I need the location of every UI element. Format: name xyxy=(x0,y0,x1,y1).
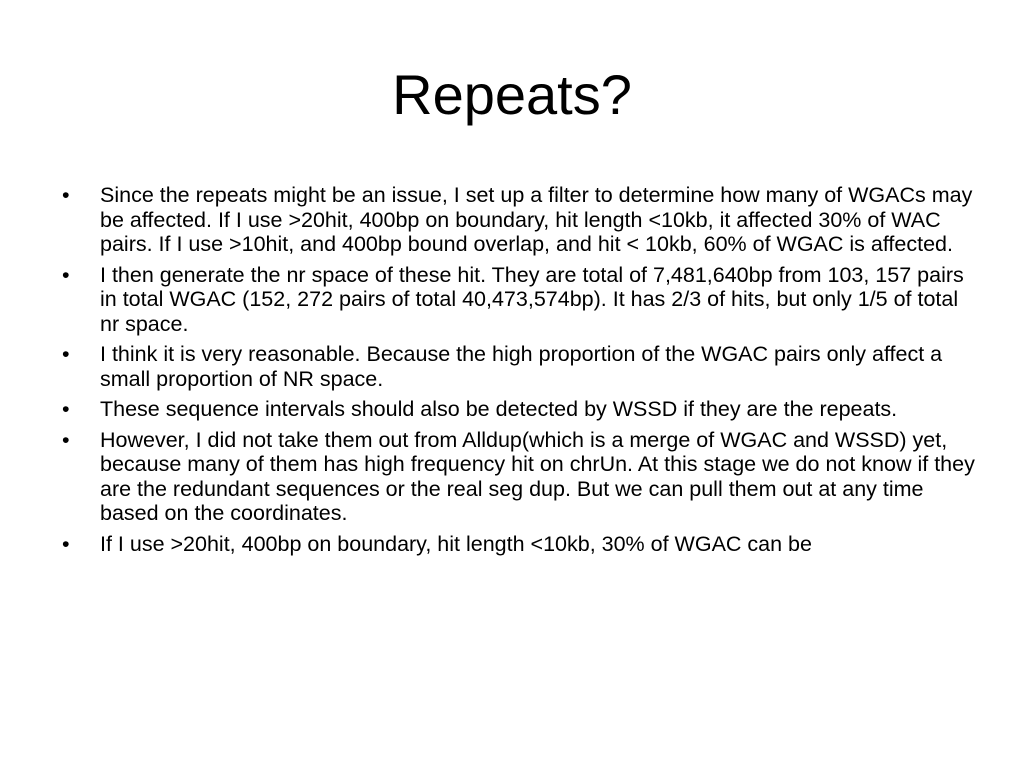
bullet-list xyxy=(60,183,980,562)
bullet-icon: • xyxy=(62,342,70,366)
bullet-icon: • xyxy=(62,397,70,421)
bullet-text: Since the repeats might be an issue, I set up a filter to determine how many of WGACs may be affected. If I use >20hit, 400bp on boundary, hit length <10kb, it affected 30% of WAC pairs. If I use >10hit, and 400bp bound overlap, and hit < 10kb, 60% of WGAC is affected. xyxy=(100,183,973,256)
bullet-item xyxy=(60,342,980,391)
bullet-item xyxy=(60,183,980,257)
bullet-item xyxy=(60,532,980,557)
bullet-item xyxy=(60,428,980,526)
bullet-icon: • xyxy=(62,427,70,452)
bullet-item xyxy=(60,397,980,422)
bullet-text: However, I did not take them out from Alldup(which is a merge of WGAC and WSSD) yet, because many of them has high frequency hit on chrUn. At this stage we do not know if they are the redundant sequences or the real seg dup. But we can pull them out at any time based on the coordinates. xyxy=(100,427,975,525)
bullet-item xyxy=(60,263,980,337)
bullet-icon: • xyxy=(62,183,70,207)
bullet-icon: • xyxy=(62,262,70,287)
bullet-text: If I use >20hit, 400bp on boundary, hit length <10kb, 30% of WGAC can be xyxy=(100,531,812,556)
bullet-text: I then generate the nr space of these hit. They are total of 7,481,640bp from 103, 157 pairs in total WGAC (152, 272 pairs of total 40,473,574bp). It has 2/3 of hits, but only 1/5 of total nr space. xyxy=(100,262,964,336)
bullet-text: I think it is very reasonable. Because the high proportion of the WGAC pairs only affect a small proportion of NR space. xyxy=(100,342,943,391)
bullet-text: These sequence intervals should also be detected by WSSD if they are the repeats. xyxy=(100,397,898,421)
slide-title: Repeats? xyxy=(392,63,632,126)
bullet-icon: • xyxy=(62,531,70,556)
